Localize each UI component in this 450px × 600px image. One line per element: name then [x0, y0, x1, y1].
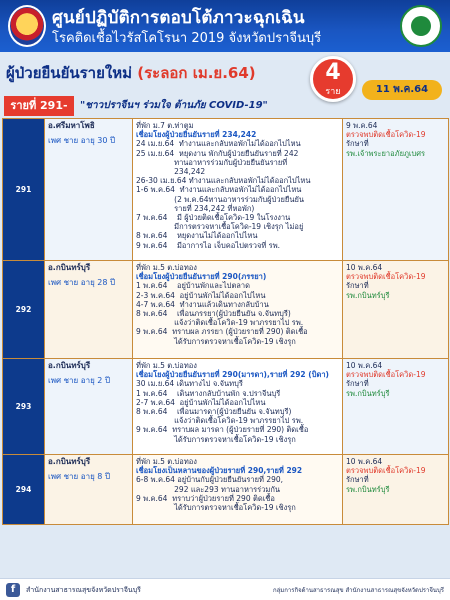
timeline-line: ที่พัก ม.7 ต.ท่าตูม: [136, 121, 194, 130]
case-location: อ.กบินทร์บุรี: [48, 361, 91, 370]
status-line: ตรวจพบติดเชื้อโควิด-19: [346, 466, 426, 476]
case-status: [343, 261, 449, 359]
status-line: ตรวจพบติดเชื้อโควิด-19: [346, 130, 426, 140]
status-line: รักษาที่: [346, 475, 369, 485]
timeline-line: เชื่อมโยงผู้ป่วยยืนยันรายที่ 234,242: [136, 130, 257, 140]
headline-main: ผู้ป่วยยืนยันรายใหม่: [6, 64, 132, 82]
case-row: [3, 119, 449, 261]
case-number: 293: [3, 359, 45, 455]
timeline-line: 25 เม.ย.64 หยุดงาน พักกับผู้ป่วยยืนยันรายที่ 242: [136, 148, 299, 158]
status-line: 10 พ.ค.64: [346, 457, 383, 466]
status-line: 10 พ.ค.64: [346, 263, 383, 272]
timeline-line: 8 พ.ค.64 เพื่อนภรรยา(ผู้ป่วยยืนยัน จ.จันทบุรี): [136, 309, 291, 319]
case-person: [45, 119, 133, 261]
timeline-line: เชื่อมโยงผู้ป่วยยืนยันรายที่ 290(ภรรยา): [136, 272, 267, 282]
timeline-line: ที่พัก ม.5 ต.บ่อทอง: [136, 263, 197, 272]
timeline-line: 7 พ.ค.64 มี ผู้ป่วยติดเชื้อโควิด-19 ในโรงงาน: [136, 213, 291, 223]
timeline-line: รายที่ 234,242 ที่หอพัก): [136, 203, 255, 213]
timeline-line: 9 พ.ค.64 ทราบผล มารดา (ผู้ป่วยรายที่ 290) ติดเชื้อ: [136, 425, 309, 435]
status-line: รักษาที่: [346, 379, 369, 389]
timeline-line: 8 พ.ค.64 เพื่อนมารดา(ผู้ป่วยยืนยัน จ.จันทบุรี): [136, 407, 292, 417]
status-line: รพ.กบินทร์บุรี: [346, 388, 390, 398]
case-timeline: [133, 359, 343, 455]
timeline-line: ได้รับการตรวจหาเชื้อโควิด-19 เชิงรุก: [136, 434, 296, 444]
timeline-line: ได้รับการตรวจหาเชื้อโควิด-19 เชิงรุก: [136, 336, 296, 346]
case-row: [3, 455, 449, 525]
timeline-line: 6-8 พ.ค.64 อยู่บ้านกับผู้ป่วยยืนยันรายที่ 290,: [136, 475, 284, 485]
ministry-of-health-logo-icon: [400, 5, 442, 47]
case-row: [3, 261, 449, 359]
timeline-line: แจ้งว่าติดเชื้อโควิด-19 พาภรรยาไป รพ.: [136, 416, 304, 426]
timeline-line: ได้รับการตรวจหาเชื้อโควิด-19 เชิงรุก: [136, 503, 296, 513]
report-date: 11 พ.ค.64: [362, 80, 442, 100]
timeline-line: ที่พัก ม.5 ต.บ่อทอง: [136, 457, 197, 466]
timeline-line: 1 พ.ค.64 เดินทางกลับบ้านพัก จ.ปราจีนบุรี: [136, 388, 281, 398]
timeline-line: 2-3 พ.ค.64 อยู่บ้านพักไม่ได้ออกไปไหน: [136, 290, 266, 300]
timeline-line: ที่พัก ม.5 ต.บ่อทอง: [136, 361, 197, 370]
footer: [0, 578, 450, 600]
status-line: ตรวจพบติดเชื้อโควิด-19: [346, 272, 426, 282]
case-timeline: [133, 261, 343, 359]
case-timeline: [133, 119, 343, 261]
case-location: อ.ศรีมหาโพธิ: [48, 121, 95, 130]
timeline-line: 9 พ.ค.64 ทราบว่าผู้ป่วยรายที่ 290 ติดเชื้อ: [136, 493, 275, 503]
status-line: รักษาที่: [346, 281, 369, 291]
case-person: [45, 455, 133, 525]
status-line: รพ.กบินทร์บุรี: [346, 484, 390, 494]
case-location: อ.กบินทร์บุรี: [48, 263, 91, 272]
timeline-line: 24 เม.ย.64 ทำงานและกลับหอพักไม่ได้ออกไปไหน: [136, 139, 301, 149]
case-count-badge: [310, 56, 356, 102]
case-status: [343, 455, 449, 525]
timeline-line: 234,242: [136, 167, 206, 177]
case-gender-age: เพศ ชาย อายุ 30 ปี: [48, 136, 116, 146]
case-gender-age: เพศ ชาย อายุ 28 ปี: [48, 278, 116, 288]
timeline-line: (2 พ.ค.64ทานอาหารร่วมกับผู้ป่วยยืนยัน: [136, 194, 304, 204]
timeline-line: 8 พ.ค.64 หยุดงานไม่ได้ออกไปไหน: [136, 231, 258, 241]
emergency-center-logo-icon: [8, 5, 46, 47]
timeline-line: เชื่อมโยงเป็นหลานของผู้ป่วยรายที่ 290,รายที่ 292: [136, 466, 303, 476]
footer-left-text: สำนักงานสาธารณสุขจังหวัดปราจีนบุรี: [26, 586, 141, 594]
case-gender-age: เพศ ชาย อายุ 8 ปี: [48, 472, 111, 482]
timeline-line: 26-30 เม.ย.64 ทำงานและกลับหอพักไม่ได้ออกไปไหน: [136, 176, 311, 186]
case-row: [3, 359, 449, 455]
case-person: [45, 261, 133, 359]
timeline-line: 9 พ.ค.64 ทราบผล ภรรยา (ผู้ป่วยรายที่ 290) ติดเชื้อ: [136, 327, 308, 337]
slogan: "ชาวปราจีนฯ ร่วมใจ ต้านภัย COVID-19": [80, 100, 268, 111]
timeline-line: ทานอาหารร่วมกับผู้ป่วยยืนยันรายที่: [136, 157, 288, 167]
case-number: 294: [3, 455, 45, 525]
case-count-unit: ราย: [325, 87, 341, 97]
timeline-line: 4-7 พ.ค.64 ทำงานแล้วเดินทางกลับบ้าน: [136, 299, 269, 309]
timeline-line: มีการตรวจหาเชื้อโควิด-19 เชิงรุก ไม่อยู่: [136, 222, 304, 232]
case-status: [343, 119, 449, 261]
timeline-line: 9 พ.ค.64 มีอาการไอ เจ็บคอไปตรวจที่ รพ.: [136, 240, 281, 250]
timeline-line: 292 และ293 ทานอาหารร่วมกัน: [136, 484, 281, 494]
case-number: 292: [3, 261, 45, 359]
status-line: รักษาที่: [346, 139, 369, 149]
facebook-icon[interactable]: f: [6, 583, 20, 597]
case-range-tag: รายที่ 291-: [4, 96, 74, 116]
case-timeline: [133, 455, 343, 525]
timeline-line: 2-7 พ.ค.64 อยู่บ้านพักไม่ได้ออกไปไหน: [136, 397, 266, 407]
status-line: ตรวจพบติดเชื้อโควิด-19: [346, 370, 426, 380]
cases-table: [2, 118, 449, 525]
status-line: รพ.เจ้าพระยาอภัยภูเบศร: [346, 148, 426, 158]
timeline-line: 1 พ.ค.64 อยู่บ้านพักและไปตลาด: [136, 281, 250, 291]
status-line: รพ.กบินทร์บุรี: [346, 290, 390, 300]
timeline-line: เชื่อมโยงผู้ป่วยยืนยันรายที่ 290(มารดา),รายที่ 292 (บิดา): [136, 370, 329, 380]
timeline-line: 30 เม.ย.64 เดินทางไป จ.จันทบุรี: [136, 379, 243, 389]
header-title: ศูนย์ปฏิบัติการตอบโต้ภาวะฉุกเฉิน: [52, 8, 305, 28]
case-count-value: 4: [325, 60, 341, 85]
timeline-line: แจ้งว่าติดเชื้อโควิด-19 พาภรรยาไป รพ.: [136, 318, 304, 328]
header-banner: [0, 0, 450, 52]
headline-accent: (ระลอก เม.ย.64): [137, 64, 256, 82]
timeline-line: 1-6 พ.ค.64 ทำงานและกลับหอพักไม่ได้ออกไปไหน: [136, 185, 302, 195]
headline: [0, 58, 300, 84]
header-subtitle: โรคติดเชื้อไวรัสโคโรนา 2019 จังหวัดปราจีนบุรี: [52, 31, 322, 46]
case-gender-age: เพศ ชาย อายุ 2 ปี: [48, 376, 111, 386]
case-location: อ.กบินทร์บุรี: [48, 457, 91, 466]
case-status: [343, 359, 449, 455]
case-person: [45, 359, 133, 455]
status-line: 9 พ.ค.64: [346, 121, 378, 130]
case-number: 291: [3, 119, 45, 261]
footer-right-text: กลุ่มการกิจด้านสาธารณสุข สำนักงานสาธารณสุขจังหวัดปราจีนบุรี: [272, 587, 444, 594]
status-line: 10 พ.ค.64: [346, 361, 383, 370]
